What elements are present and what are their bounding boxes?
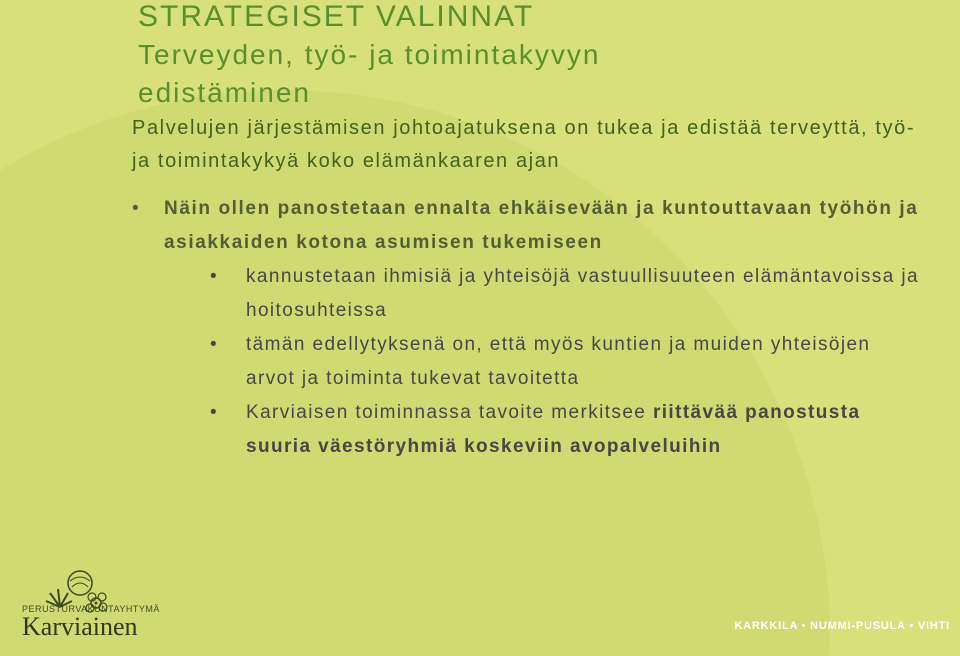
bullet-icon: • — [210, 334, 219, 355]
footer-municipalities: KARKKILA • NUMMI-PUSULA • VIHTI — [734, 620, 950, 632]
bullet-icon: • — [210, 266, 219, 287]
sub-point-3-bold: riittävää panostusta suuria väestöryhmiä koskeviin avopalveluihin — [246, 402, 861, 457]
logo-name: Karviainen — [22, 612, 138, 641]
sub-bullet-item — [196, 328, 922, 396]
slide-content — [132, 112, 922, 464]
main-list — [132, 192, 922, 464]
main-bullet-item — [132, 192, 922, 464]
sub-point-1: kannustetaan ihmisiä ja yhteisöjä vastuullisuuteen elämäntavoissa ja hoitosuhteissa — [246, 266, 919, 321]
main-point-text: Näin ollen panostetaan ennalta ehkäisevään ja kuntouttavaan työhön ja asiakkaiden kotona asumisen tukemiseen — [164, 198, 919, 253]
page-title — [138, 0, 600, 112]
bullet-icon: • — [132, 198, 141, 219]
sub-point-3-start: Karviaisen toiminnassa tavoite merkitsee — [246, 402, 653, 423]
sub-list — [164, 260, 922, 464]
title-line-2: Terveyden, työ- ja toimintakyvyn — [138, 39, 601, 70]
sub-point-2: tämän edellytyksenä on, että myös kuntien ja muiden yhteisöjen arvot ja toiminta tukevat tavoitetta — [246, 334, 871, 389]
sub-bullet-item — [196, 260, 922, 328]
title-line-3: edistäminen — [138, 77, 311, 108]
bullet-icon: • — [210, 402, 219, 423]
intro-text: Palvelujen järjestämisen johtoajatuksena on tukea ja edistää terveyttä, työ- ja toimintakykyä koko elämänkaaren ajan — [132, 117, 916, 172]
logo-subtitle: PERUSTURVAKUNTAYHTYMÄ — [22, 604, 160, 614]
sub-bullet-item — [196, 396, 922, 464]
title-line-1: STRATEGISET VALINNAT — [138, 0, 535, 33]
